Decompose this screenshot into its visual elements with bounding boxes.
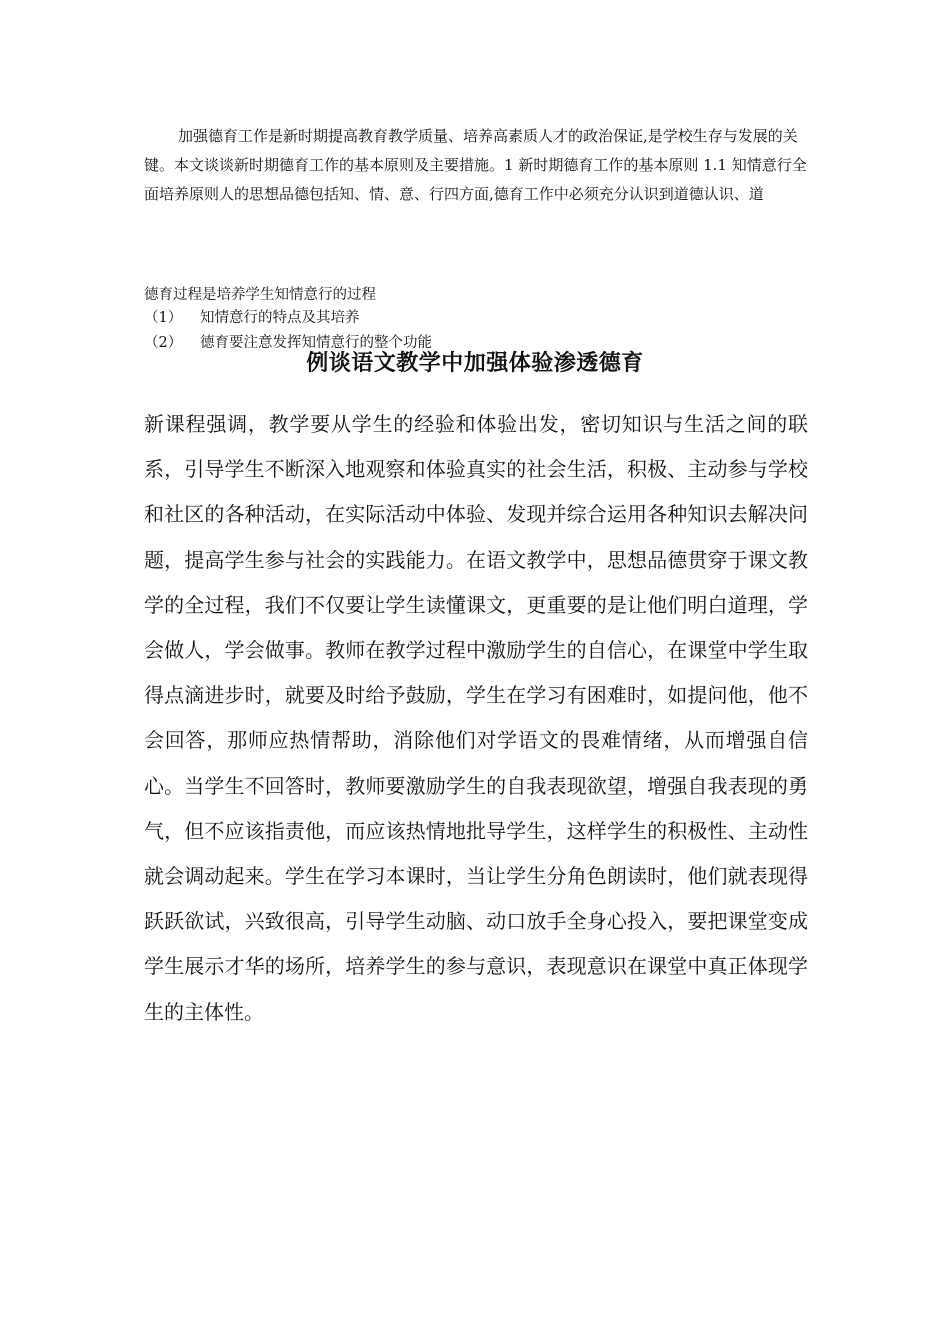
outline-item-text: 德育要注意发挥知情意行的整个功能 <box>200 335 432 351</box>
article-body: 新课程强调，教学要从学生的经验和体验出发，密切知识与生活之间的联系，引导学生不断深入地观察和体验真实的社会生活，积极、主动参与学校和社区的各种活动，在实际活动中体验、发现并综合运用各种知识去解决问题，提高学生参与社会的实践能力。在语文教学中，思想品德贯穿于课文教学的全过程，我们不仅要让学生读懂课文，更重要的是让他们明白道理，学会做人，学会做事。教师在教学过程中激励学生的自信心，在课堂中学生取得点滴进步时，就要及时给予鼓励，学生在学习有困难时，如提问他，他不会回答，那师应热情帮助，消除他们对学语文的畏难情绪，从而增强自信心。当学生不回答时，教师要激励学生的自我表现欲望，增强自我表现的勇气，但不应该指责他，而应该热情地批导学生，这样学生的积极性、主动性就会调动起来。学生在学习本课时，当让学生分角色朗读时，他们就表现得跃跃欲试，兴致很高，引导学生动脑、动口放手全身心投入，要把课堂变成学生展示才华的场所，培养学生的参与意识，表现意识在课堂中真正体现学生的主体性。 <box>144 412 808 1024</box>
outline-item-number: （2） <box>144 335 183 351</box>
intro-paragraph: 加强德育工作是新时期提高教育教学质量、培养高素质人才的政治保证,是学校生存与发展的关键。本文谈谈新时期德育工作的基本原则及主要措施。1 新时期德育工作的基本原则 1.1 知情意行全面培养原则人的思想品德包括知、情、意、行四方面,德育工作中必须充分认识到道德认识、道 <box>144 127 807 203</box>
outline-item-text: 知情意行的特点及其培养 <box>200 310 360 326</box>
outline-item <box>144 307 360 329</box>
article-title: 例谈语文教学中加强体验渗透德育 <box>306 350 644 376</box>
outline-item-number: （1） <box>144 310 183 326</box>
outline-heading: 德育过程是培养学生知情意行的过程 <box>144 287 376 303</box>
